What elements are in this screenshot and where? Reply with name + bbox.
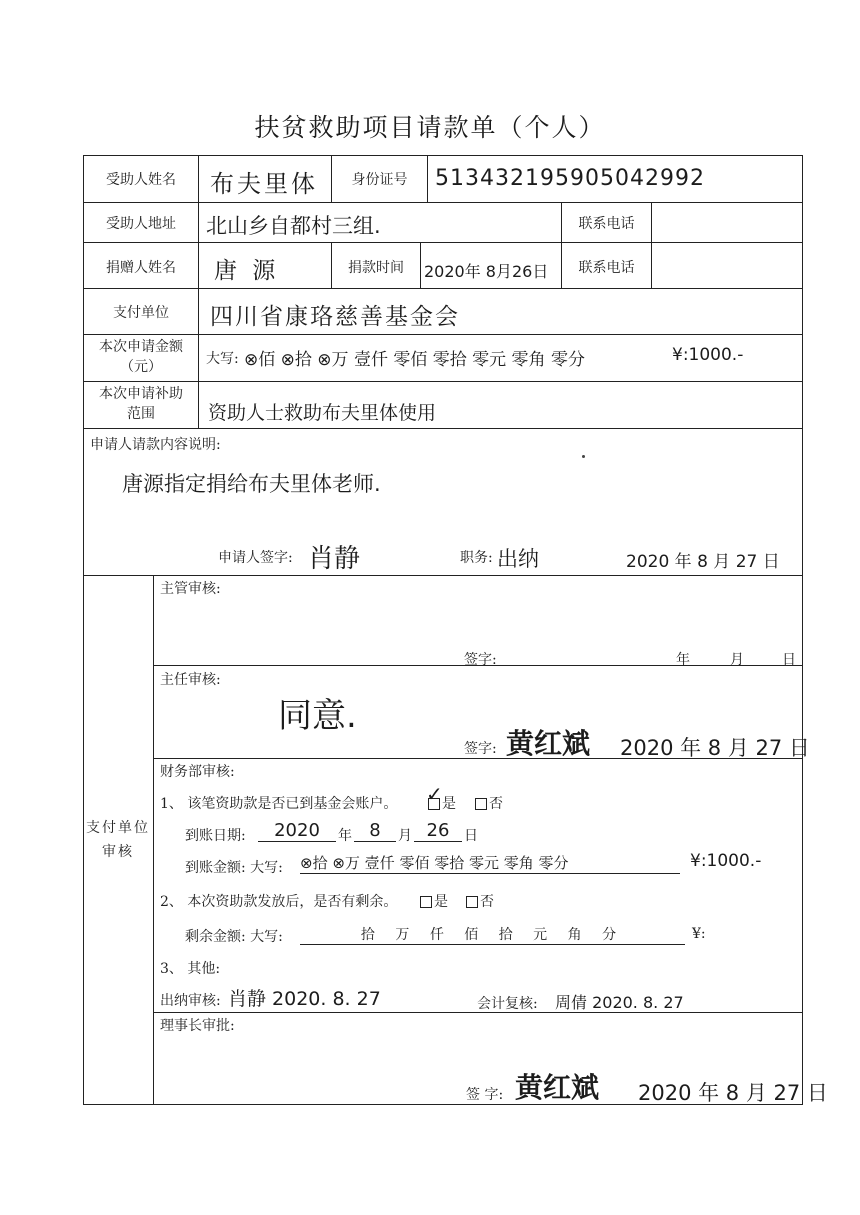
col-divider [420,242,421,288]
chairman-date: 2020 年 8 月 27 日 [638,1081,828,1105]
amount-label-line-2: （元） [120,359,162,375]
arrival-day-value: 26 [414,820,462,842]
question-3: 3、 其他: [160,961,221,977]
chairman-signature: 黄红斌 [515,1071,600,1104]
remaining-amount-line: 拾 万 仟 佰 拾 元 角 分 [300,924,685,945]
scope-value: 资助人士救助布夫里体使用 [208,402,437,424]
row-divider [83,242,803,243]
arrival-yen-value: ¥:1000.- [690,851,762,871]
question-2: 2、 本次资助款发放后，是否有剩余。 [160,894,398,910]
scope-label-line-1: 本次申请补助 [99,386,183,402]
arrival-amount-label: 到账金额: 大写: [185,860,283,876]
desc-value: 唐源指定捐给布夫里体老师. [122,472,381,496]
finance-label: 财务部审核: [160,764,235,780]
check-mark-icon: ✓ [426,782,443,806]
payer-label: 支付单位 [113,305,169,321]
row-divider [83,202,803,203]
scope-label [84,384,198,424]
col-divider [427,155,428,202]
chairman-sign-label: 签 字: [466,1087,504,1103]
desc-label: 申请人请款内容说明: [90,437,221,453]
q2-no-label: 否 [480,894,494,910]
payer-value: 四川省康珞慈善基金会 [210,304,460,330]
row-divider [83,428,803,429]
col-divider [153,575,154,1105]
supervisor-sign-label: 签字: [464,652,497,668]
recipient-name-label: 受助人姓名 [106,172,176,188]
director-sign-label: 签字: [464,741,497,757]
supervisor-month: 月 [730,652,744,668]
row-divider [83,288,803,289]
row-divider [83,381,803,382]
supervisor-year: 年 [676,652,690,668]
cashier-review-label: 出纳审核: [160,993,221,1009]
arrival-month-label: 月 [398,828,412,844]
checkbox-icon [466,896,478,908]
phone-label: 联系电话 [578,216,635,232]
donation-time-value: 2020年 8月26日 [424,262,549,281]
director-opinion: 同意. [278,696,357,736]
question-1: 1、 该笔资助款是否已到基金会账户。 [160,796,398,812]
id-label: 身份证号 [351,172,408,188]
remaining-yen: ¥: [692,926,706,942]
recipient-name-value: 布夫里体 [210,170,318,198]
row-divider [83,575,803,576]
id-number-value: 513432195905042992 [435,166,705,191]
position-label: 职务: [460,550,493,566]
accountant-review-label: 会计复核: [477,996,538,1012]
arrival-month-value: 8 [354,820,396,842]
supervisor-day: 日 [782,652,796,668]
arrival-date-label: 到账日期: [185,828,246,844]
director-date: 2020 年 8 月 27 日 [620,736,810,760]
amount-chinese-value: ⊗佰 ⊗拾 ⊗万 壹仟 零佰 零拾 零元 零角 零分 [244,350,585,370]
arrival-year-label: 年 [338,828,352,844]
phone-label-2: 联系电话 [578,260,635,276]
checkbox-icon [420,896,432,908]
applicant-sign-label: 申请人签字: [218,550,293,566]
amount-label-line-1: 本次申请金额 [99,339,183,355]
q2-yes-checkbox[interactable] [420,891,448,911]
col-divider [198,155,199,428]
q1-no-checkbox[interactable] [475,793,503,813]
review-side-label: 支付单位审核 [86,820,150,860]
applicant-signature: 肖静 [308,544,361,574]
accountant-signature: 周倩 2020. 8. 27 [555,993,684,1012]
cashier-signature: 肖静 2020. 8. 27 [228,988,381,1010]
position-value: 出纳 [497,547,539,571]
q2-yes-label: 是 [434,894,448,910]
remaining-amount-label: 剩余金额: 大写: [185,929,283,945]
amount-yen-value: ¥:1000.- [672,345,744,365]
q1-yes-label: 是 [442,796,456,812]
supervisor-label: 主管审核: [160,581,221,597]
donation-time-label: 捐款时间 [348,260,404,276]
ink-mark [582,455,585,458]
amount-label [84,337,198,377]
donor-name-value: 唐 源 [214,258,280,284]
arrival-amount-value: ⊗拾 ⊗万 壹仟 零佰 零拾 零元 零角 零分 [300,852,680,874]
col-divider [651,202,652,288]
checkbox-icon [475,798,487,810]
applicant-date: 2020 年 8 月 27 日 [626,552,780,572]
scope-label-line-2: 范围 [127,406,155,422]
arrival-year-value: 2020 [258,820,336,842]
row-divider [83,334,803,335]
arrival-day-label: 日 [464,828,478,844]
director-label: 主任审核: [160,672,221,688]
address-label: 受助人地址 [106,216,176,232]
chairman-label: 理事长审批: [160,1018,235,1034]
form-title: 扶贫救助项目请款单（个人） [254,113,606,142]
director-signature: 黄红斌 [506,727,591,760]
q1-no-label: 否 [489,796,503,812]
amount-big-label: 大写: [206,351,239,367]
q2-no-checkbox[interactable] [466,891,494,911]
address-value: 北山乡自都村三组. [206,214,381,238]
donor-name-label: 捐赠人姓名 [106,260,176,276]
